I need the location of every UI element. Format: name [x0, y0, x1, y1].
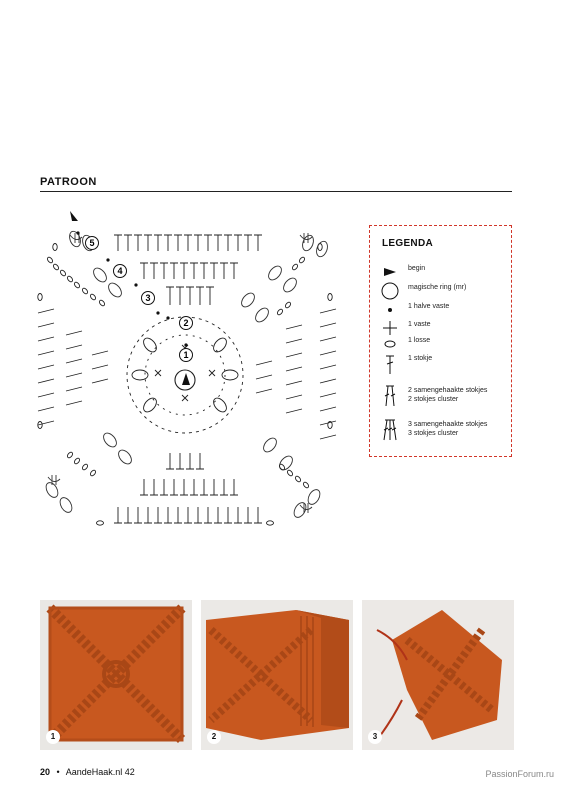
page-number: 20 [40, 767, 51, 777]
crochet-chart [30, 205, 350, 545]
three-dc-cluster-icon [380, 418, 400, 442]
legend-item-label: 3 samengehaakte stokjes 3 stokjes cluster [408, 421, 488, 437]
footer-separator: • [56, 767, 60, 777]
page-footer [40, 767, 135, 777]
section-divider [40, 191, 512, 192]
crochet-square-flat-image [40, 600, 192, 750]
crochet-squares-stack-image [201, 600, 353, 750]
legend-item-label: magische ring (mr) [408, 284, 467, 291]
magic-ring-center [175, 370, 195, 390]
begin-arrow-icon [380, 262, 400, 282]
magic-ring-icon [380, 281, 400, 301]
dc-rows-bottom [114, 453, 262, 523]
watermark: PassionForum.ru [485, 769, 554, 779]
begin-arrow-icon [70, 211, 78, 221]
photo-number-badge: 2 [207, 730, 221, 744]
double-crochet-icon [380, 352, 400, 376]
chain-oval-icon [380, 334, 400, 354]
photo-2 [201, 600, 353, 750]
legend-item-label: 2 samengehaakte stokjes 2 stokjes cluster [408, 387, 488, 403]
magazine-name: AandeHaak.nl 42 [65, 767, 135, 777]
photo-3 [362, 600, 514, 750]
dc-rows-top [114, 235, 262, 305]
round-label-2: 2 [183, 318, 189, 328]
round-label-4: 4 [117, 266, 123, 276]
two-dc-cluster-icon [380, 384, 400, 408]
legend-item-label: 1 losse [408, 337, 431, 344]
section-title: PATROON [40, 176, 97, 188]
round-label-1: 1 [183, 350, 189, 360]
round-label-3: 3 [145, 293, 151, 303]
crochet-square-folded-image [362, 600, 514, 750]
photo-number-badge: 1 [46, 730, 60, 744]
legend-item-label: 1 halve vaste [408, 303, 450, 310]
crochet-chart-svg [30, 205, 350, 540]
dc-rows-right [256, 309, 336, 439]
slip-stitch-dot-icon [380, 300, 400, 320]
legend-item-label: begin [408, 265, 426, 272]
legend-title: LEGENDA [382, 238, 433, 249]
photo-1 [40, 600, 192, 750]
legend-item-label: 1 stokje [408, 355, 433, 362]
photo-number-badge: 3 [368, 730, 382, 744]
round-label-5: 5 [89, 238, 95, 248]
legend-box [369, 225, 512, 457]
legend-item-label: 1 vaste [408, 321, 431, 328]
dc-rows-left [38, 309, 108, 425]
